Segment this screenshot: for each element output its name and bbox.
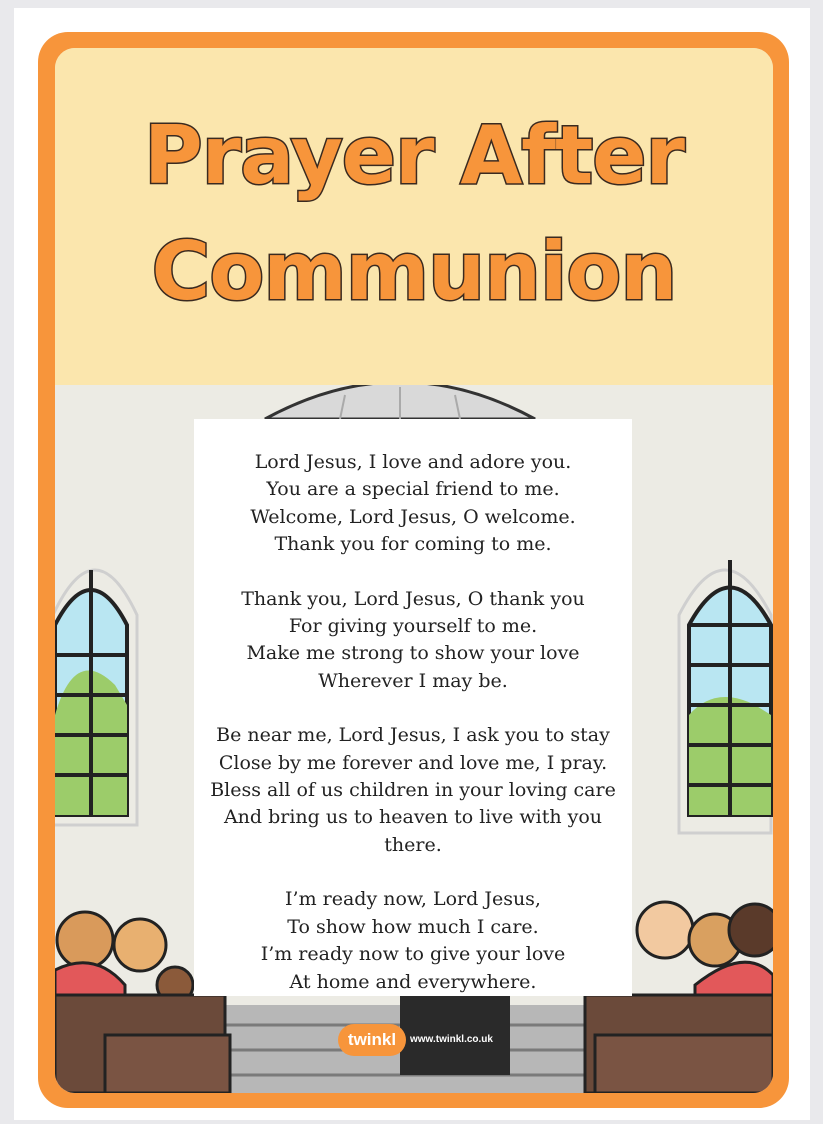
poem-line: At home and everywhere.	[289, 970, 537, 993]
poem-line: Bless all of us children in your loving care	[210, 779, 616, 802]
twinkl-logo-icon	[338, 1024, 498, 1058]
poem-line: I’m ready now, Lord Jesus,	[285, 888, 541, 911]
logo-text: twinkl	[338, 1024, 406, 1056]
stanza-3	[194, 722, 632, 859]
poem-line: I’m ready now to give your love	[260, 943, 566, 966]
poem-line: To show how much I care.	[287, 915, 539, 938]
title-line-1: Prayer After	[144, 109, 684, 202]
poem-line: Thank you for coming to me.	[274, 533, 552, 556]
poem-line: You are a special friend to me.	[266, 478, 560, 501]
poem-line: Lord Jesus, I love and adore you.	[254, 451, 572, 473]
stanza-1	[194, 449, 632, 559]
stanza-4	[194, 886, 632, 996]
poem-line: Make me strong to show your love	[246, 642, 580, 665]
poem-line: Be near me, Lord Jesus, I ask you to stay	[216, 724, 610, 747]
poem-line: Thank you, Lord Jesus, O thank you	[241, 587, 585, 610]
title-line-2: Communion	[151, 225, 677, 318]
prayer-text-card	[194, 419, 632, 996]
page-title	[55, 98, 773, 330]
poem-line: Close by me forever and love me, I pray.	[218, 751, 608, 774]
title-header	[55, 48, 773, 385]
prayer-text	[194, 419, 632, 996]
logo-url: www.twinkl.co.uk	[410, 1034, 493, 1045]
poem-line: Wherever I may be.	[318, 669, 508, 692]
stanza-2	[194, 586, 632, 696]
poem-line: For giving yourself to me.	[288, 615, 538, 638]
poem-line: And bring us to heaven to live with you there.	[223, 806, 603, 856]
poem-line: Welcome, Lord Jesus, O welcome.	[250, 505, 576, 528]
